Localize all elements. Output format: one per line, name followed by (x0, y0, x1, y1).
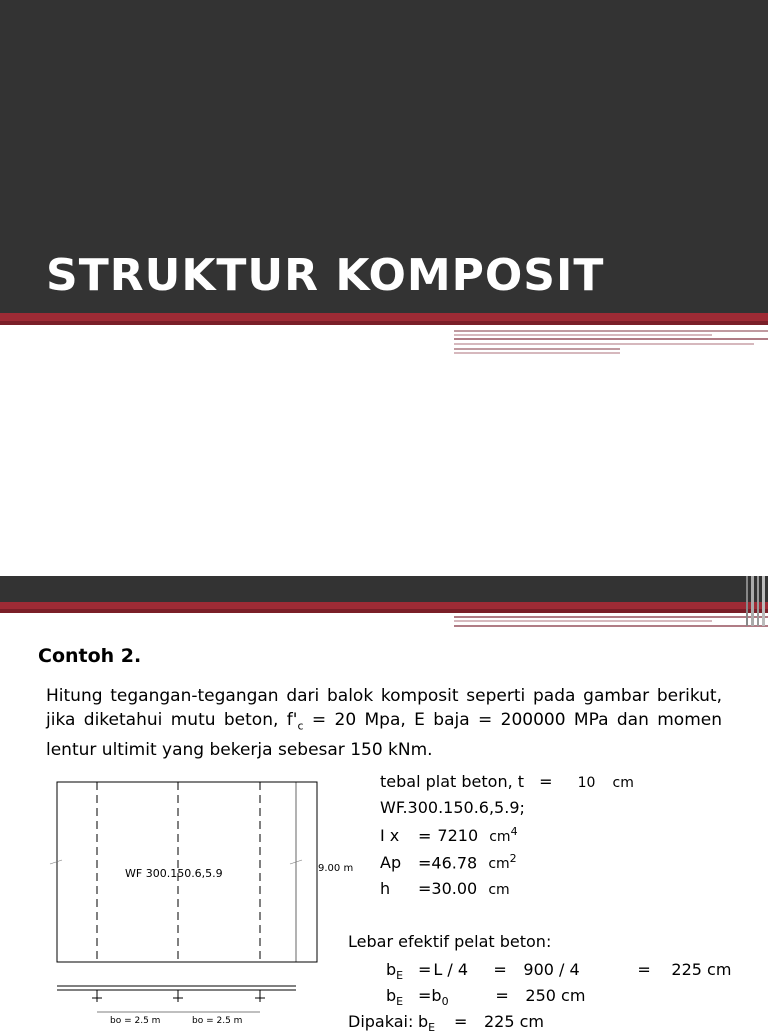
property-exponent: 2 (509, 852, 517, 865)
property-unit: cm (489, 829, 511, 846)
accent-stripe (454, 616, 768, 618)
calc-eq: = (495, 986, 509, 1005)
calc-label: Dipakai: (348, 1012, 414, 1031)
subscript-e: E (396, 995, 404, 1009)
property-wf: WF.300.150.6,5.9; (380, 798, 525, 817)
calc-expr: L / 4 (433, 960, 469, 979)
calc-eq: = (493, 960, 507, 979)
calc-result: 225 cm (484, 1012, 545, 1031)
accent-stripe (454, 348, 620, 350)
subscript-e: E (396, 969, 404, 983)
symbol-b: b (431, 986, 442, 1005)
problem-statement (46, 684, 722, 762)
property-eq: = (418, 826, 432, 846)
edge-bars (744, 576, 768, 626)
subscript-0: 0 (441, 995, 449, 1009)
property-value: 46.78 (431, 853, 478, 873)
accent-band-dark (0, 321, 768, 325)
calc-row-3 (348, 1012, 544, 1034)
property-unit: cm (488, 882, 510, 898)
accent-stripe (454, 620, 712, 622)
calc-eq: = (454, 1012, 468, 1031)
property-value: 7210 (437, 826, 479, 846)
calc-row-1 (386, 960, 731, 982)
accent-stripe (454, 625, 768, 627)
span-label: 9.00 m (318, 863, 354, 874)
calc-result: 225 cm (671, 960, 732, 979)
property-eq: = (418, 853, 432, 873)
property-label: h (380, 879, 391, 898)
subscript-c: c (297, 719, 304, 733)
slide-title: STRUKTUR KOMPOSIT (46, 250, 605, 301)
property-eq: = (418, 879, 432, 898)
property-eq: = (539, 772, 553, 791)
calc-eq: = (418, 960, 432, 979)
floor-plan-diagram (48, 772, 368, 1024)
property-value: 10 (577, 775, 596, 791)
problem-text-cont: = 20 Mpa, E baja = 200000 MPa dan momen lentur ultimit yang bekerja sebesar 150 kNm. (46, 710, 722, 761)
property-label: Ap (380, 853, 402, 873)
accent-stripe (454, 352, 620, 354)
accent-stripe (454, 330, 768, 332)
spacing-label: bo = 2.5 m (192, 1016, 243, 1026)
accent-stripe (454, 338, 768, 340)
calc-eq: = (418, 986, 432, 1005)
accent-band-dark (0, 609, 768, 613)
calc-row-2 (386, 986, 585, 1008)
spacing-label: bo = 2.5 m (110, 1016, 161, 1026)
content-slide (0, 576, 768, 1034)
accent-stripe (454, 343, 754, 345)
calc-value: 900 / 4 (523, 960, 580, 979)
calc-result: 250 cm (525, 986, 586, 1005)
property-h (380, 879, 510, 898)
property-label: I x (380, 826, 400, 846)
accent-stripe (454, 334, 712, 336)
property-exponent: 4 (510, 825, 518, 838)
symbol-b: b (386, 986, 397, 1005)
symbol-b: b (418, 1012, 429, 1031)
subscript-e: E (428, 1021, 436, 1034)
property-ap (380, 852, 517, 872)
property-unit: cm (488, 856, 510, 873)
calc-eq: = (637, 960, 651, 979)
property-unit: cm (612, 775, 634, 791)
property-label: tebal plat beton, t (380, 772, 525, 791)
calc-title: Lebar efektif pelat beton: (348, 932, 552, 951)
property-t (380, 772, 634, 791)
beam-label: WF 300.150.6,5.9 (125, 867, 223, 880)
example-heading: Contoh 2. (38, 645, 142, 667)
header-band (0, 576, 768, 602)
property-ix (380, 825, 518, 845)
symbol-b: b (386, 960, 397, 979)
problem-text: Hitung tegangan-tegangan dari balok komposit seperti pada gambar berikut, jika diketahui mutu beton, f' (46, 686, 722, 730)
property-value: 30.00 (431, 879, 478, 898)
